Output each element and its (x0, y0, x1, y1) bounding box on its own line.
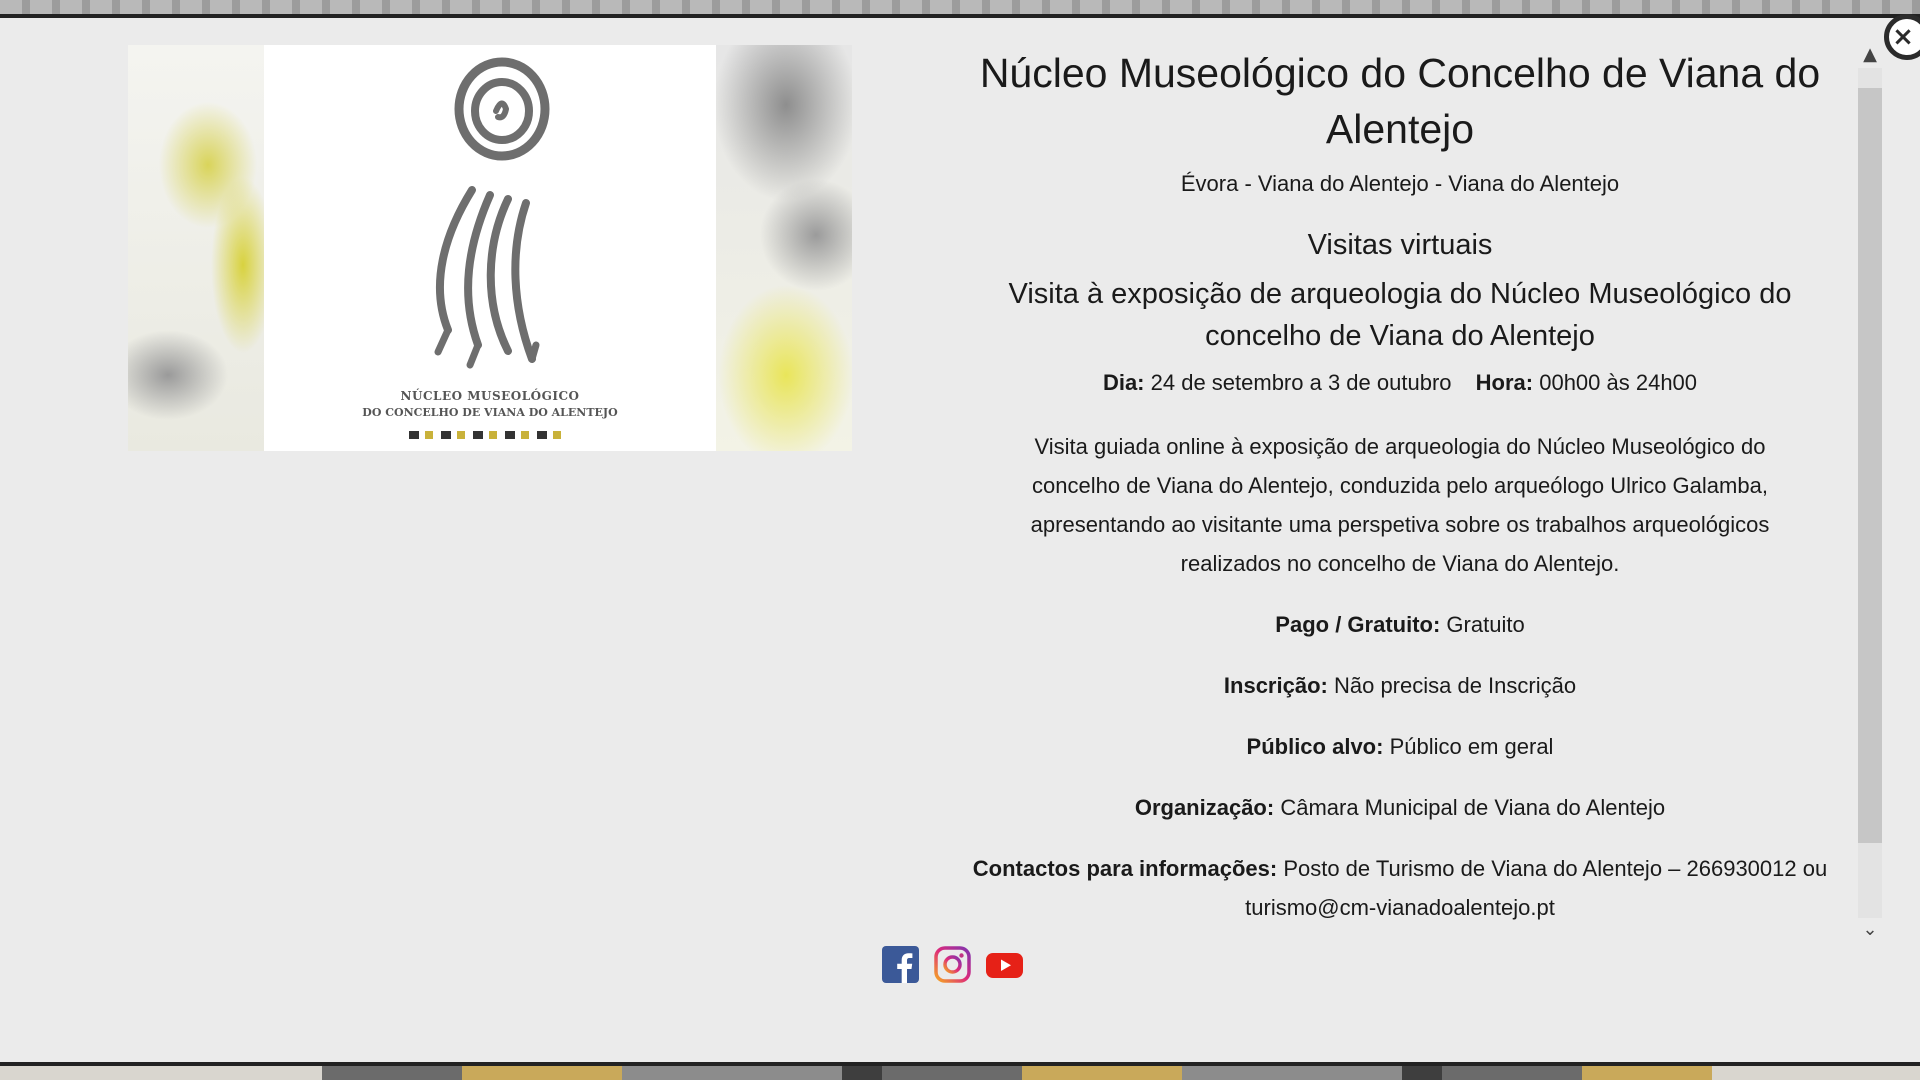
close-button[interactable] (1884, 14, 1920, 60)
contactos (960, 849, 1840, 927)
scroll-down-arrow-icon[interactable]: ⌄ (1862, 919, 1878, 940)
inscricao-value: Não precisa de Inscrição (1333, 673, 1577, 698)
poster-title-line2: DO CONCELHO DE VIANA DO ALENTEJO (362, 406, 618, 419)
background-thumbnails (322, 1066, 1712, 1080)
contactos-label: Contactos para informações: (972, 856, 1278, 881)
inscricao (960, 666, 1840, 705)
scrollbar-thumb[interactable] (1858, 88, 1882, 843)
contactos-value: Posto de Turismo de Viana do Alentejo – 266930012 ou turismo@cm-vianadoalentejo.pt (1245, 856, 1828, 920)
poster-left-texture (128, 45, 264, 451)
close-icon: × (1892, 22, 1914, 52)
event-subtitle: Visita à exposição de arqueologia do Núcleo Museológico do concelho de Viana do Alentejo (1008, 278, 1792, 352)
facebook-icon[interactable] (882, 946, 919, 983)
poster-right-texture (716, 45, 852, 451)
hora-label: Hora: (1475, 370, 1534, 395)
social-links (882, 946, 1023, 983)
instagram-icon[interactable] (934, 946, 971, 983)
background-page-bottom (0, 1066, 1920, 1080)
event-poster (128, 45, 852, 451)
poster-title-line1: NÚCLEO MUSEOLÓGICO (400, 389, 580, 403)
event-date-time (960, 368, 1840, 398)
poster-petroglyph-figure (264, 45, 716, 385)
hora-value: 00h00 às 24h00 (1539, 370, 1698, 395)
event-category: Visitas virtuais (1307, 229, 1493, 261)
background-page-top (0, 0, 1920, 14)
event-location: Évora - Viana do Alentejo - Viana do Alentejo (1180, 171, 1620, 196)
organizacao-label: Organização: (1134, 795, 1275, 820)
inscricao-label: Inscrição: (1223, 673, 1328, 698)
scroll-up-arrow-icon[interactable]: ▲ (1863, 44, 1877, 65)
publico-alvo (960, 727, 1840, 766)
youtube-icon[interactable] (986, 946, 1023, 983)
pago-gratuito (960, 605, 1840, 644)
poster-center (264, 45, 716, 451)
organizacao (960, 788, 1840, 827)
dia-value: 24 de setembro a 3 de outubro (1150, 370, 1452, 395)
event-description: Visita guiada online à exposição de arqueologia do Núcleo Museológico do concelho de Viana do Alentejo, conduzida pelo arqueólogo Ulrico Galamba, apresentando ao visitante uma perspetiva sobre os trabalhos arqueológicos realizados no concelho de Viana do Alentejo. (1030, 434, 1770, 576)
pago-value: Gratuito (1446, 612, 1525, 637)
publico-value: Público em geral (1389, 734, 1554, 759)
event-title: Núcleo Museológico do Concelho de Viana do Alentejo (979, 50, 1821, 152)
publico-label: Público alvo: (1246, 734, 1384, 759)
scrollbar-track[interactable] (1858, 68, 1882, 918)
pago-label: Pago / Gratuito: (1275, 612, 1441, 637)
poster-sponsor-logos (409, 431, 569, 439)
event-details (960, 45, 1840, 965)
dia-label: Dia: (1102, 370, 1145, 395)
event-modal (0, 14, 1920, 1066)
organizacao-value: Câmara Municipal de Viana do Alentejo (1280, 795, 1666, 820)
